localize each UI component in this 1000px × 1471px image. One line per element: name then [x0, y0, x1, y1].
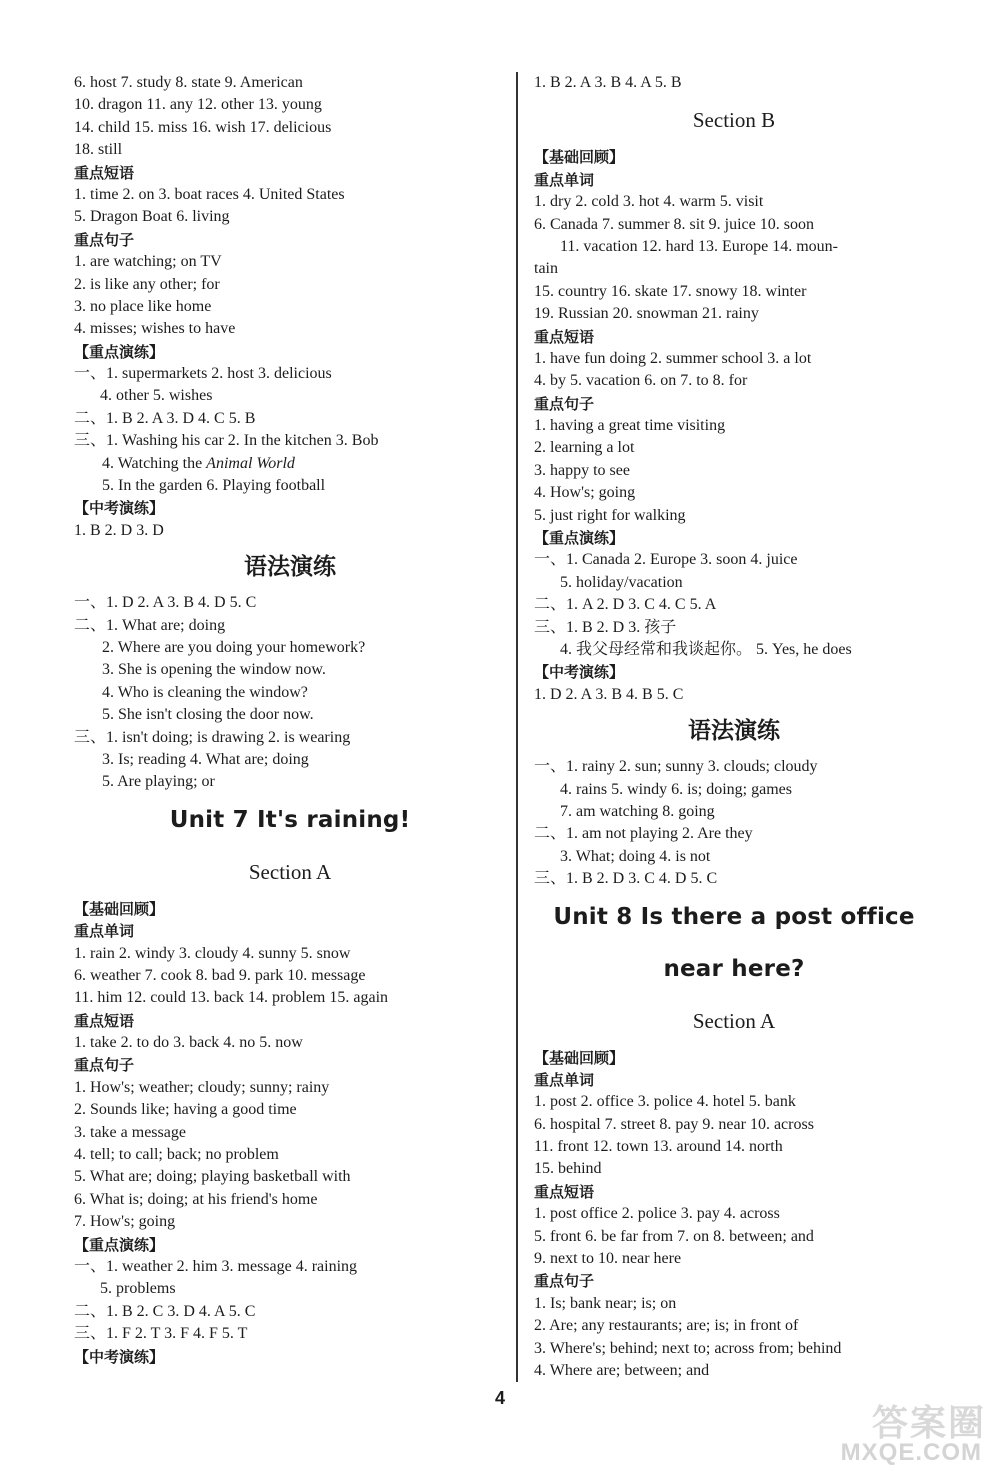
answer-line: 1. B 2. A 3. B 4. A 5. B — [534, 74, 682, 91]
section-heading: 重点句子 — [534, 1272, 595, 1291]
section-title: Section A — [692, 1008, 776, 1033]
unit-title: Unit 8 Is there a post office — [553, 903, 915, 930]
grammar-title: 语法演练 — [244, 554, 336, 581]
answer-line: 三、1. B 2. D 3. 孩子 — [534, 618, 677, 636]
answer-line: 11. front 12. town 13. around 14. north — [534, 1138, 783, 1156]
section-title: Section A — [248, 859, 332, 884]
answer-line: 2. Are; any restaurants; are; is; in front of — [534, 1317, 799, 1335]
answer-line: 2. is like any other; for — [74, 275, 220, 293]
answer-line: 4. misses; wishes to have — [74, 320, 236, 338]
answer-line: 4. rains 5. windy 6. is; doing; games — [560, 780, 792, 798]
answer-line: 1. rain 2. windy 3. cloudy 4. sunny 5. snow — [74, 944, 351, 962]
answer-line: 3. What; doing 4. is not — [560, 847, 711, 865]
answer-line: 1. have fun doing 2. summer school 3. a lot — [534, 349, 812, 367]
answer-line: 4. by 5. vacation 6. on 7. to 8. for — [534, 372, 748, 390]
answer-line: 5. She isn't closing the door now. — [102, 706, 314, 724]
answer-line: 2. Where are you doing your homework? — [102, 638, 366, 656]
section-heading: 【中考演练】 — [74, 1347, 165, 1366]
answer-line: 一、1. rainy 2. sun; sunny 3. clouds; cloudy — [534, 758, 818, 776]
watermark-logo: 答案圈 — [871, 1403, 986, 1444]
answer-line: 7. How's; going — [74, 1213, 176, 1231]
answer-line: 6. host 7. study 8. state 9. American — [74, 74, 303, 91]
answer-line: 三、1. Washing his car 2. In the kitchen 3. Bob — [74, 432, 379, 450]
answer-line: 3. no place like home — [74, 297, 212, 315]
answer-line: 1. time 2. on 3. boat races 4. United States — [74, 185, 345, 203]
answer-line: tain — [534, 260, 558, 278]
answer-line: 3. take a message — [74, 1123, 186, 1141]
answer-line: 4. Who is cleaning the window? — [102, 683, 308, 701]
section-heading: 重点单词 — [74, 922, 135, 941]
answer-line: 1. take 2. to do 3. back 4. no 5. now — [74, 1034, 303, 1052]
answer-line: 1. dry 2. cold 3. hot 4. warm 5. visit — [534, 193, 764, 211]
unit-title: Unit 7 It's raining! — [169, 806, 411, 833]
answer-line: 三、1. isn't doing; is drawing 2. is wearing — [74, 728, 351, 746]
answer-line: 6. hospital 7. street 8. pay 9. near 10. across — [534, 1115, 814, 1133]
section-title: Section B — [692, 108, 776, 133]
answer-line: 4. other 5. wishes — [100, 387, 213, 405]
answer-line: 11. vacation 12. hard 13. Europe 14. moun- — [560, 237, 839, 255]
answer-line: 二、1. A 2. D 3. C 4. C 5. A — [534, 596, 717, 614]
answer-line: 1. Is; bank near; is; on — [534, 1294, 677, 1312]
answer-line: 4. Watching the Animal World — [102, 454, 295, 472]
answer-line: 1. post office 2. police 3. pay 4. across — [534, 1205, 780, 1223]
answer-line: 3. She is opening the window now. — [102, 661, 326, 679]
section-heading: 【重点演练】 — [74, 342, 165, 361]
answer-line: 18. still — [74, 141, 123, 159]
programme-title: Animal World — [206, 454, 295, 472]
answer-line: 5. What are; doing; playing basketball with — [74, 1168, 351, 1186]
answer-line: 5. Dragon Boat 6. living — [74, 208, 230, 226]
column-divider — [516, 72, 518, 1382]
answer-line: 2. learning a lot — [534, 439, 635, 457]
answer-line: 10. dragon 11. any 12. other 13. young — [74, 96, 322, 114]
section-heading: 重点短语 — [74, 163, 135, 182]
answer-line: 1. post 2. office 3. police 4. hotel 5. bank — [534, 1093, 796, 1111]
page-number: 4 — [494, 1388, 505, 1408]
answer-line: 4. tell; to call; back; no problem — [74, 1146, 279, 1164]
section-heading: 重点单词 — [534, 1070, 595, 1089]
answer-line: 二、1. B 2. C 3. D 4. A 5. C — [74, 1302, 256, 1320]
answer-line: 9. next to 10. near here — [534, 1250, 682, 1268]
answer-line: 3. Is; reading 4. What are; doing — [102, 750, 309, 768]
watermark-url: MXQE.COM — [840, 1439, 982, 1466]
answer-line: 5. just right for walking — [534, 506, 686, 524]
section-heading: 【中考演练】 — [74, 499, 165, 518]
answer-line: 15. country 16. skate 17. snowy 18. winter — [534, 282, 807, 300]
answer-line: 一、1. supermarkets 2. host 3. delicious — [74, 365, 332, 383]
section-heading: 【基础回顾】 — [534, 1048, 625, 1067]
answer-line: 4. Where are; between; and — [534, 1361, 710, 1379]
right-column — [534, 72, 934, 1382]
answer-line: 一、1. Canada 2. Europe 3. soon 4. juice — [534, 551, 798, 569]
section-heading: 重点单词 — [534, 170, 595, 189]
answer-line: 1. D 2. A 3. B 4. B 5. C — [534, 685, 684, 703]
grammar-title: 语法演练 — [688, 718, 780, 745]
answer-line: 三、1. B 2. D 3. C 4. D 5. C — [534, 870, 718, 888]
answer-line: 二、1. B 2. A 3. D 4. C 5. B — [74, 409, 256, 427]
unit-title: near here? — [663, 955, 805, 982]
answer-line: 6. weather 7. cook 8. bad 9. park 10. message — [74, 966, 366, 984]
left-column — [74, 72, 506, 1368]
answer-line: 7. am watching 8. going — [560, 802, 715, 820]
section-heading: 重点短语 — [534, 1182, 595, 1201]
section-heading: 【重点演练】 — [74, 1235, 165, 1254]
answer-line: 11. him 12. could 13. back 14. problem 15. again — [74, 989, 389, 1007]
section-heading: 重点句子 — [74, 230, 135, 249]
answer-line: 2. Sounds like; having a good time — [74, 1101, 297, 1119]
answer-line: 4. 我父母经常和我谈起你。 5. Yes, he does — [560, 640, 852, 658]
section-heading: 重点短语 — [534, 327, 595, 346]
section-heading: 重点句子 — [534, 394, 595, 413]
answer-line: 二、1. am not playing 2. Are they — [534, 825, 753, 843]
answer-line: 5. holiday/vacation — [560, 573, 683, 591]
answer-line: 6. What is; doing; at his friend's home — [74, 1190, 318, 1208]
answer-line: 5. problems — [100, 1280, 176, 1298]
answer-line: 14. child 15. miss 16. wish 17. delicious — [74, 118, 332, 136]
section-heading: 【基础回顾】 — [74, 899, 165, 918]
answer-line: 15. behind — [534, 1160, 602, 1178]
answer-line: 6. Canada 7. summer 8. sit 9. juice 10. soon — [534, 215, 814, 233]
section-heading: 【中考演练】 — [534, 663, 625, 682]
answer-line: 5. In the garden 6. Playing football — [102, 477, 326, 495]
answer-line: 1. How's; weather; cloudy; sunny; rainy — [74, 1078, 330, 1096]
answer-line: 三、1. F 2. T 3. F 4. F 5. T — [74, 1325, 248, 1343]
answer-line: 1. having a great time visiting — [534, 417, 726, 435]
answer-line: 3. happy to see — [534, 461, 630, 479]
answer-line: 4. How's; going — [534, 484, 636, 502]
answer-line: 19. Russian 20. snowman 21. rainy — [534, 305, 759, 323]
answer-line: 一、1. weather 2. him 3. message 4. raining — [74, 1257, 358, 1275]
answer-line: 1. B 2. D 3. D — [74, 521, 164, 539]
answer-line: 5. Are playing; or — [102, 773, 215, 791]
section-heading: 【重点演练】 — [534, 529, 625, 548]
answer-line: 3. Where's; behind; next to; across from; behind — [534, 1339, 842, 1357]
section-heading: 【基础回顾】 — [534, 148, 625, 167]
watermark — [776, 1395, 986, 1471]
answer-line: 1. are watching; on TV — [74, 253, 222, 271]
answer-line: 二、1. What are; doing — [74, 616, 226, 634]
answer-line: 5. front 6. be far from 7. on 8. between; and — [534, 1227, 814, 1245]
section-heading: 重点句子 — [74, 1056, 135, 1075]
answer-line: 一、1. D 2. A 3. B 4. D 5. C — [74, 594, 257, 612]
section-heading: 重点短语 — [74, 1011, 135, 1030]
